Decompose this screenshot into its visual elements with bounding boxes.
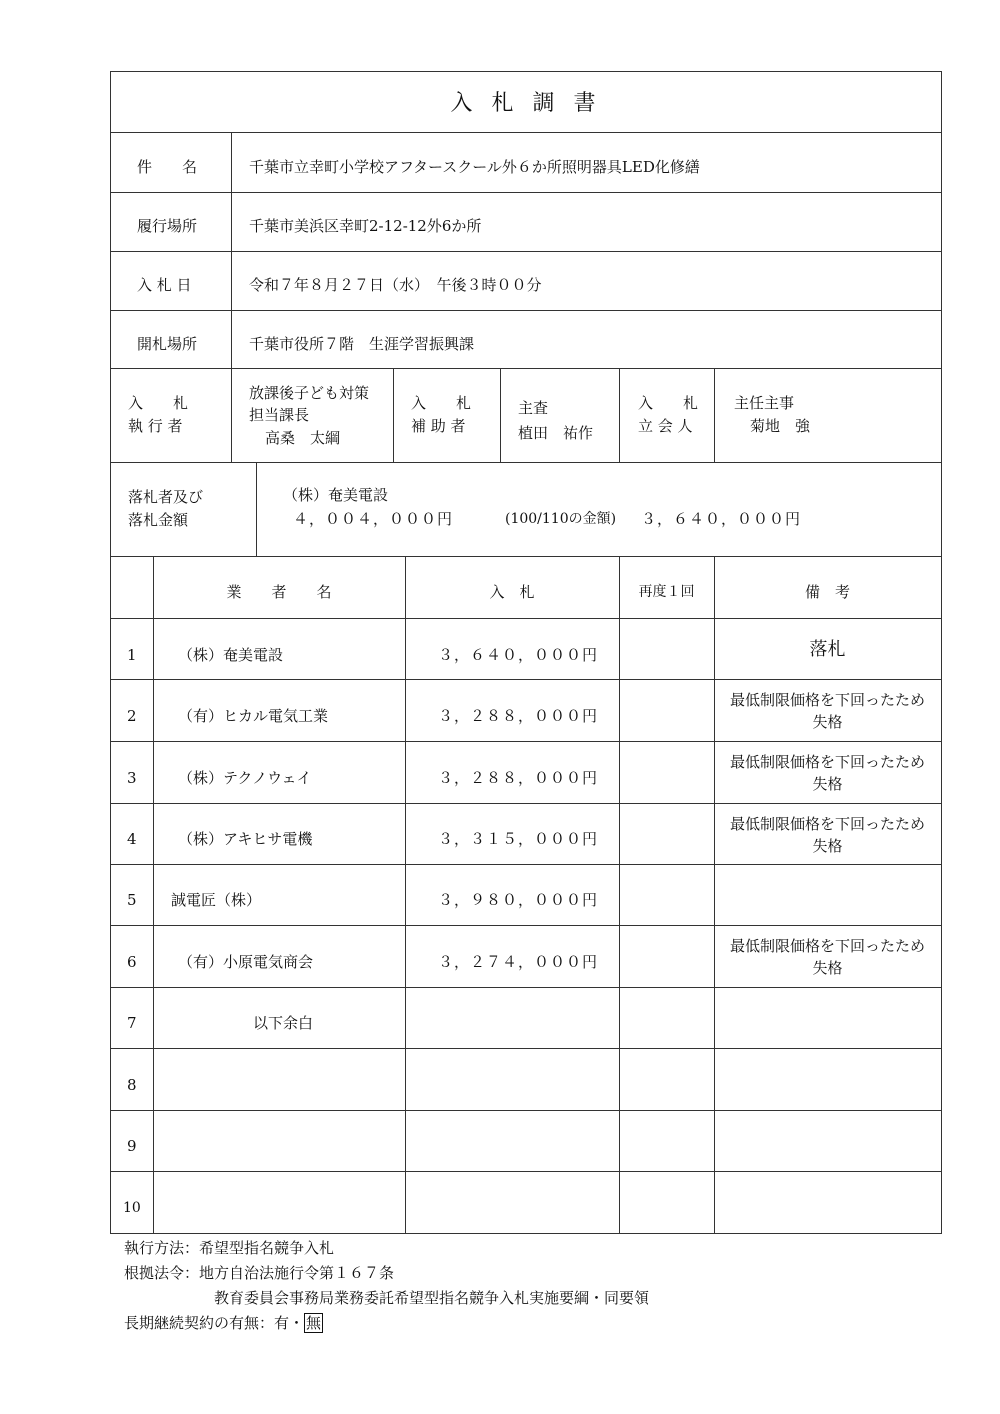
open-place-value: 千葉市役所７階 生涯学習振興課: [249, 335, 475, 353]
executor-title-1: 放課後子ども対策: [249, 384, 370, 402]
executor-title-2: 担当課長: [249, 406, 310, 424]
row-number: 5: [127, 891, 137, 909]
long-term-selected-marker: 無: [306, 1314, 322, 1332]
subject-label: 件 名: [137, 158, 198, 176]
assistant-title: 主査: [518, 399, 549, 417]
row-number: 8: [127, 1076, 137, 1094]
row-number: 9: [127, 1137, 137, 1155]
location-label: 履行場所: [137, 217, 198, 235]
row-company: （株）テクノウェイ: [178, 769, 312, 787]
execution-method: 執行方法：希望型指名競争入札: [124, 1239, 335, 1257]
row-bid: ３，９８０，０００円: [438, 891, 599, 909]
col-header-rebid: 再度１回: [638, 584, 695, 600]
bid-date-label: 入 札 日: [137, 276, 192, 294]
long-term-contract: 長期継続契約の有無：有・: [124, 1314, 305, 1332]
row-number: 6: [127, 953, 137, 971]
open-place-label: 開札場所: [137, 335, 198, 353]
row-number: 7: [127, 1014, 137, 1032]
row-number: 2: [127, 707, 137, 725]
witness-name: 菊地 強: [750, 417, 811, 435]
row-number: 4: [127, 830, 137, 848]
witness-label-2: 立 会 人: [638, 417, 693, 435]
row-bid: ３，２８８，０００円: [438, 769, 599, 787]
col-header-remarks: 備 考: [804, 583, 850, 601]
subject-value: 千葉市立幸町小学校アフタースクール外６か所照明器具LED化修繕: [249, 158, 700, 176]
row-number: 10: [123, 1200, 141, 1216]
row-company: （株）アキヒサ電機: [178, 830, 313, 848]
executor-name: 高桑 太綱: [265, 429, 341, 447]
assistant-label-2: 補 助 者: [411, 417, 466, 435]
winner-label-2: 落札金額: [128, 511, 189, 529]
row-bid: ３，２７４，０００円: [438, 953, 599, 971]
witness-title: 主任主事: [734, 394, 795, 412]
row-remarks: 最低制限価格を下回ったため: [729, 937, 925, 955]
row-company: （株）奄美電設: [178, 646, 284, 664]
location-value: 千葉市美浜区幸町2-12-12外6か所: [249, 217, 482, 235]
winner-net-amount: ３，６４０，０００円: [641, 510, 802, 528]
row-number: 3: [127, 769, 137, 787]
row-remarks: 最低制限価格を下回ったため: [729, 691, 925, 709]
bid-date-value: 令和７年８月２７日（水） 午後３時００分: [249, 276, 542, 294]
row-bid: ３，２８８，０００円: [438, 707, 599, 725]
assistant-name: 植田 祐作: [518, 424, 594, 442]
row-company: （有）小原電気商会: [178, 953, 314, 971]
row-bid: ３，３１５，０００円: [438, 830, 599, 848]
legal-basis: 根拠法令：地方自治法施行令第１６７条: [124, 1264, 395, 1282]
row-number: 1: [127, 646, 137, 664]
col-header-company: 業 者 名: [226, 583, 332, 601]
winner-company: （株）奄美電設: [283, 486, 389, 504]
row-remarks-sub: 失格: [812, 959, 843, 977]
winner-net-label: (100/110の金額): [505, 511, 617, 527]
row-remarks-sub: 失格: [812, 713, 843, 731]
row-remarks-sub: 失格: [812, 837, 843, 855]
row-remarks: 最低制限価格を下回ったため: [729, 753, 925, 771]
legal-basis-sub: 教育委員会事務局業務委託希望型指名競争入札実施要綱・同要領: [214, 1289, 650, 1307]
assistant-label-1: 入 札: [411, 394, 472, 412]
row-remarks-sub: 失格: [812, 775, 843, 793]
row-company: 以下余白: [253, 1014, 314, 1032]
row-company: （有）ヒカル電気工業: [178, 707, 329, 725]
row-remarks: 落札: [809, 639, 846, 660]
row-bid: ３，６４０，０００円: [438, 646, 599, 664]
executor-label-2: 執 行 者: [128, 417, 183, 435]
winner-label-1: 落札者及び: [128, 488, 204, 506]
witness-label-1: 入 札: [638, 394, 699, 412]
executor-label-1: 入 札: [128, 394, 189, 412]
row-remarks: 最低制限価格を下回ったため: [729, 815, 925, 833]
winner-amount: ４，００４，０００円: [293, 510, 454, 528]
document-title: 入 札 調 書: [450, 91, 602, 116]
col-header-bid: 入 札: [489, 583, 535, 601]
row-company: 誠電匠（株）: [171, 891, 262, 909]
